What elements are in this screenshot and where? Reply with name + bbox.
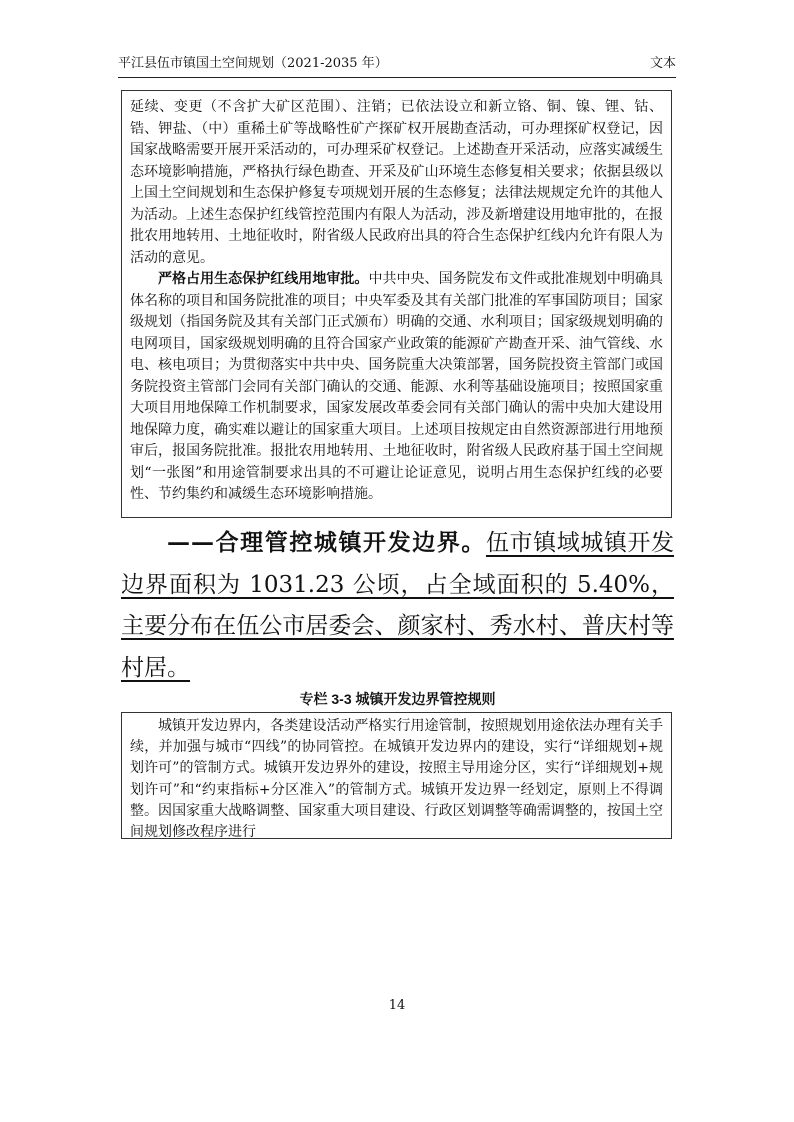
- header-divider: [118, 77, 676, 78]
- urban-boundary-text: 伍市镇域城镇开发边界面积为 1031.23 公顷，占全域面积的 5.40%，主要分布在伍公市居委会、颜家村、秀水村、普庆村等村居。: [121, 530, 675, 681]
- urban-boundary-paragraph: [121, 522, 674, 689]
- header-section: 文本: [649, 56, 676, 71]
- urban-boundary-heading: ——合理管控城镇开发边界。: [167, 529, 486, 556]
- page-number: 14: [388, 998, 406, 1013]
- column-caption: 专栏 3-3 城镇开发边界管控规则: [299, 691, 496, 707]
- box2-paragraph: 城镇开发边界内，各类建设活动严格实行用途管制，按照规划用途依法办理有关手续，并加强与城市“四线”的协同管控。在城镇开发边界内的建设，实行“详细规划+规划许可”的管制方式。城镇开发边界外的建设，按照主导用途分区，实行“详细规划+规划许可”和“约束指标+分区准入”的管制方式。城镇开发边界一经划定，原则上不得调整。因国家重大战略调整、国家重大项目建设、行政区划调整等确需调整的，按国土空间规划修改程序进行: [130, 718, 663, 841]
- box1-paragraph-2-heading: 严格占用生态保护红线用地审批。: [158, 271, 369, 287]
- box1-paragraph-2: [130, 269, 663, 506]
- header-title: 平江县伍市镇国土空间规划（2021-2035 年）: [118, 56, 388, 71]
- box1-paragraph-1: 延续、变更（不含扩大矿区范围）、注销；已依法设立和新立铬、铜、镍、锂、钴、锆、钾盐、（中）重稀土矿等战略性矿产探矿权开展勘查活动，可办理探矿权登记，因国家战略需要开展开采活动的，可办理采矿权登记。上述勘查开采活动，应落实减缓生态环境影响措施，严格执行绿色勘查、开采及矿山环境生态修复相关要求；依据县级以上国土空间规划和生态保护修复专项规划开展的生态修复；法律法规规定允许的其他人为活动。上述生态保护红线管控范围内有限人为活动，涉及新增建设用地审批的，在报批农用地转用、土地征收时，附省级人民政府出具的符合生态保护红线内允许有限人为活动的意见。: [130, 99, 663, 266]
- box1-paragraph-2-text: 中共中央、国务院发布文件或批准规划中明确具体名称的项目和国务院批准的项目；中央军委及其有关部门批准的军事国防项目；国家级规划（指国务院及其有关部门正式颁布）明确的交通、水利项目；国家级规划明确的电网项目，国家级规划明确的且符合国家产业政策的能源矿产勘查开采、油气管线、水电、核电项目；为贯彻落实中共中央、国务院重大决策部署，国务院投资主管部门或国务院投资主管部门会同有关部门确认的交通、能源、水利等基础设施项目；按照国家重大项目用地保障工作机制要求，国家发展改革委会同有关部门确认的需中央加大建设用地保障力度，确实难以避让的国家重大项目。上述项目按规定由自然资源部进行用地预审后，报国务院批准。报批农用地转用、土地征收时，附省级人民政府基于国土空间规划“一张图”和用途管制要求出具的不可避让论证意见，说明占用生态保护红线的必要性、节约集约和减缓生态环境影响措施。: [130, 271, 664, 502]
- red-line-rules-box: [121, 90, 672, 518]
- urban-boundary-rules-box: [121, 712, 672, 839]
